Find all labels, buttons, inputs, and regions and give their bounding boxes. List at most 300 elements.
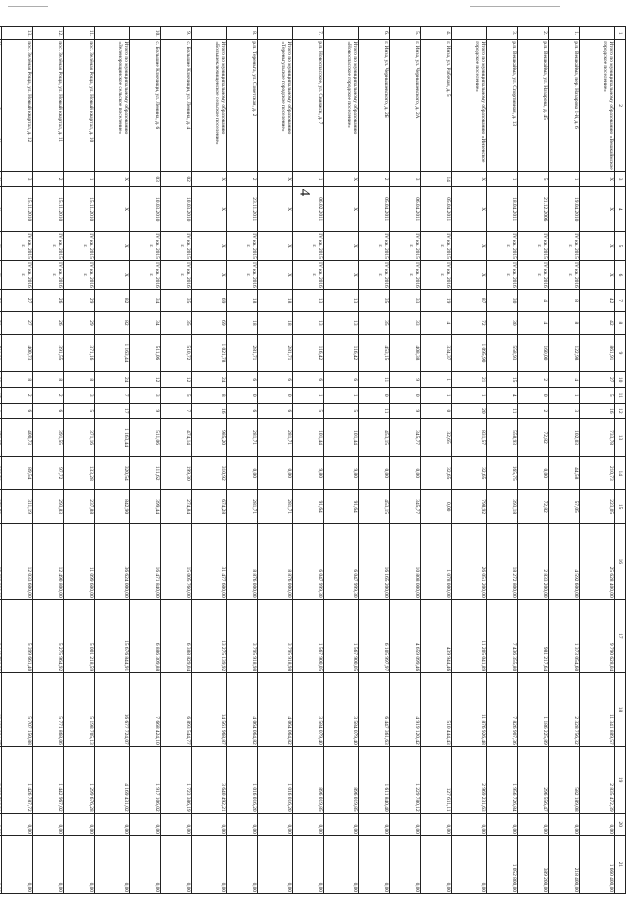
table-cell: 0,00 — [130, 835, 161, 893]
table-cell: 7 436 355,80 — [487, 599, 518, 673]
table-cell: 1 095,90 — [452, 334, 487, 372]
table-cell: 831,57 — [452, 419, 487, 457]
table-cell: 14 — [421, 171, 452, 187]
table-cell: 1 — [487, 171, 518, 187]
table-cell: 453,15 — [359, 334, 390, 372]
address-cell: с. Большие Ключищи, ул. Ленина, д. 6 — [130, 40, 161, 171]
table-cell: 160,00 — [518, 334, 549, 372]
table-cell: 33 — [390, 312, 421, 334]
table-cell: 02 — [161, 171, 192, 187]
table-cell: 0,00 — [359, 813, 390, 835]
table-cell: 1 016 016,20 — [227, 746, 258, 813]
table-cell: 15.11.2010 — [2, 187, 33, 232]
table-cell: 3 584 079,40 — [324, 673, 359, 747]
table-cell: 11 — [359, 403, 390, 419]
table-cell: 4 064 064,82 — [258, 673, 293, 747]
table-cell: 1. — [549, 27, 580, 40]
table-cell — [0, 171, 2, 187]
address-cell: р.п. Вешкайма, пер. Назарова 1-й, д. 6 — [549, 40, 580, 171]
table-cell: 391,55 — [33, 419, 64, 457]
table-cell: 453,15 — [359, 490, 390, 523]
table-cell: 91,64 — [324, 490, 359, 523]
table-cell: 15 — [487, 372, 518, 388]
table-cell: X — [192, 187, 227, 232]
table-cell: 24 — [192, 372, 227, 388]
table-cell: 5 707 150,88 — [2, 673, 33, 747]
table-cell: 116,42 — [324, 334, 359, 372]
table-cell: 3 — [130, 387, 161, 403]
table-cell: 35 — [161, 289, 192, 311]
table-cell: 510,72 — [161, 334, 192, 372]
table-cell: 10.03.2010 — [130, 187, 161, 232]
subtotal-row — [192, 27, 227, 894]
table-row — [33, 27, 64, 894]
table-cell: 102,03 — [549, 419, 580, 457]
table-row — [487, 27, 518, 894]
table-cell: X — [580, 171, 615, 187]
table-cell: 87 — [452, 289, 487, 311]
table-cell: 733,78 — [580, 419, 615, 457]
table-cell: 32,65 — [421, 457, 452, 490]
table-cell: 23.11.2011 — [227, 187, 258, 232]
table-cell: 26 — [33, 289, 64, 311]
table-cell: 6 105 997,97 — [359, 599, 390, 673]
table-cell: 453,15 — [359, 419, 390, 457]
table-cell: 11 876 926,48 — [452, 673, 487, 747]
table-cell: 5 399 661,40 — [2, 599, 33, 673]
address-cell: с. Большие Ключищи, ул. Ленина, д. 4 — [161, 40, 192, 171]
table-cell — [0, 403, 2, 419]
table-cell: IV кв. 2016 г. — [161, 260, 192, 289]
table-cell: 18 — [258, 312, 293, 334]
table-cell: 26 — [33, 312, 64, 334]
table-cell: 4 064 064,82 — [227, 673, 258, 747]
table-cell: 30 — [487, 312, 518, 334]
table-cell: IV кв. 2016 г. — [487, 260, 518, 289]
table-cell: 371,16 — [64, 334, 95, 372]
column-number-cell: 16 — [615, 523, 626, 599]
table-cell: 0 — [258, 387, 293, 403]
table-cell: 334,37 — [421, 334, 452, 372]
table-cell: 474,14 — [161, 419, 192, 457]
table-cell — [0, 187, 2, 232]
table-cell: 0,00 — [95, 813, 130, 835]
table-cell: 6 — [293, 372, 324, 388]
table-cell: 0,00 — [2, 813, 33, 835]
rotated-page — [19, 26, 626, 894]
table-cell — [0, 260, 2, 289]
table-cell: IV кв. 2016 г. — [359, 260, 390, 289]
address-cell: г. Инза, ул. Чернышевского, д. 2А — [390, 40, 421, 171]
table-cell — [0, 232, 2, 261]
table-cell: 4 659 099,46 — [390, 599, 421, 673]
table-cell: 511,06 — [130, 419, 161, 457]
table-cell: 10. — [130, 27, 161, 40]
table-cell: 18.04.2011 — [487, 187, 518, 232]
table-cell — [0, 387, 2, 403]
table-cell: 281,71 — [258, 490, 293, 523]
table-cell: 281,71 — [258, 334, 293, 372]
table-cell: 24 — [95, 372, 130, 388]
table-cell: X — [95, 260, 130, 289]
table-cell: 19 — [421, 289, 452, 311]
table-cell: 0,00 — [390, 813, 421, 835]
table-cell: 15.11.2010 — [33, 187, 64, 232]
table-cell: 6 388 829,04 — [161, 599, 192, 673]
table-cell: 32,65 — [421, 419, 452, 457]
table-cell: 1 917 106,02 — [130, 746, 161, 813]
table-cell: 0,00 — [192, 813, 227, 835]
table-cell: 6 — [324, 372, 359, 388]
table-cell: IV кв. 2015 г. — [64, 232, 95, 261]
table-cell: 15 005 760,00 — [161, 523, 192, 599]
table-cell: 8 876 000,00 — [258, 523, 293, 599]
table-cell: 842,90 — [95, 490, 130, 523]
table-cell: IV кв. 2016 г. — [293, 260, 324, 289]
table-cell: 13 275 139,92 — [192, 599, 227, 673]
table-cell: 13 — [293, 289, 324, 311]
table-cell: IV кв. 2016 г. — [421, 260, 452, 289]
table-cell: X — [452, 260, 487, 289]
table-cell: 7 — [161, 403, 192, 419]
table-cell: 1 611 840,40 — [359, 746, 390, 813]
table-cell: 6 — [227, 372, 258, 388]
table-cell: 0,00 — [192, 835, 227, 893]
table-cell: IV кв. 2016 г. — [390, 260, 421, 289]
table-cell: 0 — [359, 387, 390, 403]
table-cell: 72 — [452, 312, 487, 334]
table-cell: 4 592 600,00 — [549, 523, 580, 599]
table-cell: 8 — [64, 372, 95, 388]
table-cell: 4 — [518, 289, 549, 311]
table-cell: 19.04.2010 — [549, 187, 580, 232]
table-cell: 4 — [421, 312, 452, 334]
table-cell: 0,00 — [324, 835, 359, 893]
table-cell: 3 — [390, 171, 421, 187]
table-cell — [324, 27, 359, 40]
table-cell: 5. — [390, 27, 421, 40]
table-cell: 8 — [192, 387, 227, 403]
table-cell: 0,00 — [421, 813, 452, 835]
table-cell: 0,00 — [390, 457, 421, 490]
table-cell: 42 — [580, 289, 615, 311]
table-cell: 0,00 — [518, 457, 549, 490]
table-cell: 35 — [359, 289, 390, 311]
address-cell: Итого по муниципальному образованию «Инзенское городское поселение» — [452, 40, 487, 171]
table-cell: IV кв. 2016 г. — [227, 260, 258, 289]
table-cell: X — [324, 232, 359, 261]
table-cell: 1 373 054,60 — [549, 599, 580, 673]
table-cell: 06.04.2011 — [390, 187, 421, 232]
table-cell — [0, 27, 2, 40]
table-cell: 34 — [130, 289, 161, 311]
table-cell: 6 — [258, 372, 293, 388]
subtotal-row — [0, 27, 2, 894]
table-cell: 1 956 726,84 — [487, 746, 518, 813]
table-cell: X — [192, 171, 227, 187]
table-cell: 6 893 544,77 — [161, 673, 192, 747]
address-cell: р.п. Вешкайма, ул. Спортивная, д. 13 — [487, 40, 518, 171]
table-cell: IV кв. 2016 г. — [33, 260, 64, 289]
table-cell: 25 628 400,00 — [580, 523, 615, 599]
table-cell: 7 826 907,36 — [487, 673, 518, 747]
scan-edge-line-left — [8, 6, 48, 7]
table-cell: 3 795 918,98 — [258, 599, 293, 673]
table-cell: 6 447 361,63 — [359, 673, 390, 747]
table-cell: 0 — [518, 387, 549, 403]
table-cell: 5 198 705,13 — [64, 673, 95, 747]
table-cell: IV кв. 2015 г. — [293, 232, 324, 261]
column-number-cell: 21 — [615, 835, 626, 893]
table-cell: 0,00 — [452, 835, 487, 893]
table-cell: 15.11.2010 — [64, 187, 95, 232]
table-cell: 05.04.2011 — [359, 187, 390, 232]
table-cell: 981 217,64 — [518, 599, 549, 673]
table-cell: 223,05 — [580, 490, 615, 523]
table-cell: 1 — [452, 387, 487, 403]
table-cell: 3 — [64, 387, 95, 403]
table-cell: 13 — [324, 312, 359, 334]
table-cell: 2 — [2, 387, 33, 403]
table-cell: 0,00 — [161, 813, 192, 835]
table-cell: 0,00 — [293, 813, 324, 835]
table-cell — [0, 372, 2, 388]
table-cell: X — [324, 260, 359, 289]
scan-stage — [19, 26, 626, 894]
table-cell: 82 — [95, 312, 130, 334]
table-cell: 44,58 — [549, 457, 580, 490]
table-cell: 35 — [161, 312, 192, 334]
column-number-cell: 13 — [615, 419, 626, 457]
table-cell — [0, 746, 2, 813]
address-cell: Итого по муниципальному образованию «Вешкаймское городское поселение» — [580, 40, 615, 171]
table-cell: 0,00 — [390, 835, 421, 893]
table-cell — [0, 312, 2, 334]
address-cell: р.п. Новоспасское, ул. Свияжск, д. 7 — [293, 40, 324, 171]
table-cell: 1 — [421, 387, 452, 403]
table-cell: 0,00 — [549, 813, 580, 835]
table-cell: 5 — [324, 403, 359, 419]
table-cell: 8 876 000,00 — [227, 523, 258, 599]
table-cell: 122,98 — [549, 334, 580, 372]
address-cell: пос. Зелёная Роща, ул. Новый квартал, д. 11 — [33, 40, 64, 171]
table-cell: 1 — [549, 387, 580, 403]
table-cell: X — [324, 171, 359, 187]
table-cell: 27 — [2, 312, 33, 334]
table-cell: 0,00 — [359, 835, 390, 893]
table-cell — [192, 27, 227, 40]
address-cell: р.п. Вешкайма, ул. Назарова, д. 45 — [518, 40, 549, 171]
table-cell: 0,00 — [227, 457, 258, 490]
table-cell: X — [95, 187, 130, 232]
table-cell: 13. — [2, 27, 33, 40]
table-cell: 798,92 — [452, 490, 487, 523]
table-cell: 3 795 918,98 — [227, 599, 258, 673]
table-cell: X — [95, 171, 130, 187]
table-cell: 17 — [95, 403, 130, 419]
table-cell: 0,00 — [95, 835, 130, 893]
address-cell: Итого по муниципальному образованию «Тереньгульское городское поселение» — [258, 40, 293, 171]
table-cell: IV кв. 2015 г. — [2, 232, 33, 261]
table-cell: 210,73 — [580, 457, 615, 490]
table-cell: 33 — [390, 289, 421, 311]
table-cell: 0,00 — [359, 457, 390, 490]
scan-edge-line-right — [470, 6, 560, 7]
table-cell: 1 442 967,02 — [33, 746, 64, 813]
column-number-cell: 18 — [615, 673, 626, 747]
table-cell: IV кв. 2015 г. — [390, 232, 421, 261]
table-cell: IV кв. 2015 г. — [487, 232, 518, 261]
column-number-cell: 4 — [615, 187, 626, 232]
table-cell: X — [258, 187, 293, 232]
table-cell: IV кв. 2015 г. — [227, 232, 258, 261]
table-cell: 281,71 — [227, 490, 258, 523]
table-cell: 9,80 — [324, 457, 359, 490]
table-row — [2, 27, 33, 894]
table-cell: 29 — [64, 312, 95, 334]
table-cell: 16 471 840,00 — [130, 523, 161, 599]
table-cell: 9 — [130, 403, 161, 419]
table-cell — [0, 835, 2, 893]
table-cell: 3 584 079,40 — [293, 673, 324, 747]
table-cell: 69 — [192, 289, 227, 311]
table-cell: 1 052 800,00 — [487, 835, 518, 893]
table-cell: 1 — [64, 171, 95, 187]
table-cell: 345,77 — [390, 490, 421, 523]
table-cell: 11 — [359, 372, 390, 388]
table-row — [293, 27, 324, 894]
column-number-cell: 20 — [615, 813, 626, 835]
table-cell: 8. — [227, 27, 258, 40]
table-cell: 2 — [518, 403, 549, 419]
table-cell: 10 808 000,00 — [390, 523, 421, 599]
table-cell: 9 — [390, 403, 421, 419]
table-cell: 69 — [192, 312, 227, 334]
table-cell: 2 — [518, 372, 549, 388]
address-cell: пос. Зелёная Роща, ул. Новый квартал, д. 12 — [2, 40, 33, 171]
table-cell: X — [258, 232, 293, 261]
table-cell: 511,06 — [130, 334, 161, 372]
table-cell: 582 189,08 — [549, 746, 580, 813]
table-cell: 4 — [549, 372, 580, 388]
column-number-cell: 15 — [615, 490, 626, 523]
page-number: 4 — [296, 188, 313, 197]
table-cell: 1 163,44 — [95, 419, 130, 457]
table-cell: 11 205 041,89 — [452, 599, 487, 673]
table-cell: 12 490 800,00 — [33, 523, 64, 599]
table-cell: 165,75 — [487, 457, 518, 490]
table-cell: 10.03.2010 — [161, 187, 192, 232]
table-row — [227, 27, 258, 894]
table-cell: 4 169 431,02 — [95, 746, 130, 813]
table-cell: 2 — [227, 171, 258, 187]
table-cell: 18 — [258, 289, 293, 311]
table-cell: 0,00 — [33, 813, 64, 835]
table-cell: 0,00 — [227, 813, 258, 835]
table-cell: 1 299 676,28 — [64, 746, 95, 813]
table-cell: 1 — [293, 171, 324, 187]
table-cell: 0,00 — [227, 835, 258, 893]
subtotal-row — [580, 27, 615, 894]
address-cell: Итого по муниципальному образованию «Новоспасское городское поселение» — [324, 40, 359, 171]
table-cell: 9 790 628,04 — [580, 599, 615, 673]
table-cell: 1 723 386,19 — [161, 746, 192, 813]
table-cell: 2 — [359, 171, 390, 187]
table-cell: 5 — [293, 403, 324, 419]
table-cell: 558,93 — [487, 419, 518, 457]
table-cell: IV кв. 2015 г. — [549, 232, 580, 261]
column-number-cell: 9 — [615, 334, 626, 372]
table-cell: 237,88 — [64, 490, 95, 523]
subtotal-row — [258, 27, 293, 894]
table-row — [390, 27, 421, 894]
table-cell: X — [258, 171, 293, 187]
table-cell: 2 — [33, 171, 64, 187]
column-number-cell: 17 — [615, 599, 626, 673]
table-cell: 05.04.2011 — [421, 187, 452, 232]
table-cell: 12 033 600,00 — [2, 523, 33, 599]
table-cell: 34 — [130, 312, 161, 334]
table-cell — [0, 419, 2, 457]
table-cell: 9. — [161, 27, 192, 40]
table-cell: 9 — [390, 372, 421, 388]
table-cell: 14 561 968,87 — [192, 673, 227, 747]
table-cell: 400,73 — [2, 419, 33, 457]
table-cell: 1 567 900,05 — [324, 599, 359, 673]
table-cell: 21 — [452, 372, 487, 388]
table-cell: X — [324, 187, 359, 232]
table-cell: 3. — [487, 27, 518, 40]
table-cell: 345,77 — [390, 419, 421, 457]
table-cell: 11 — [487, 403, 518, 419]
table-cell: 89,54 — [2, 457, 33, 490]
table-row — [518, 27, 549, 894]
table-cell: 127 611,11 — [421, 746, 452, 813]
address-cell: Итого по муниципальному образованию «Зеленорощинское сельское поселение» — [95, 40, 130, 171]
column-number-cell: 7 — [615, 289, 626, 311]
table-cell: 12 — [161, 372, 192, 388]
column-number-cell: 11 — [615, 387, 626, 403]
table-cell: 97,72 — [33, 457, 64, 490]
table-cell — [95, 27, 130, 40]
table-cell: 0 — [227, 387, 258, 403]
table-cell: 399,44 — [130, 490, 161, 523]
table-cell: 5 275 964,92 — [33, 599, 64, 673]
table-cell: 11. — [64, 27, 95, 40]
table-cell: 1 — [421, 372, 452, 388]
table-cell: 27 — [580, 372, 615, 388]
table-cell: IV кв. 2015 г. — [130, 232, 161, 261]
table-cell: X — [258, 260, 293, 289]
table-cell: 5 001 218,59 — [64, 599, 95, 673]
program-table — [0, 26, 626, 894]
table-cell: IV кв. 2016 г. — [549, 260, 580, 289]
table-cell: 101,44 — [324, 419, 359, 457]
table-cell: 2 969 231,63 — [452, 746, 487, 813]
table-cell: 9,80 — [293, 457, 324, 490]
table-cell: 3 — [549, 403, 580, 419]
table-cell: 16 — [580, 403, 615, 419]
table-cell: 6 — [33, 403, 64, 419]
table-cell: 0,00 — [421, 490, 452, 523]
table-row — [549, 27, 580, 894]
table-cell: 6 047 999,30 — [324, 523, 359, 599]
table-cell: 389 200,00 — [518, 835, 549, 893]
column-number-cell: 5 — [615, 232, 626, 261]
table-cell: 72,82 — [518, 419, 549, 457]
table-cell: 7 668 424,10 — [130, 673, 161, 747]
table-cell: 1 078 000,00 — [421, 523, 452, 599]
